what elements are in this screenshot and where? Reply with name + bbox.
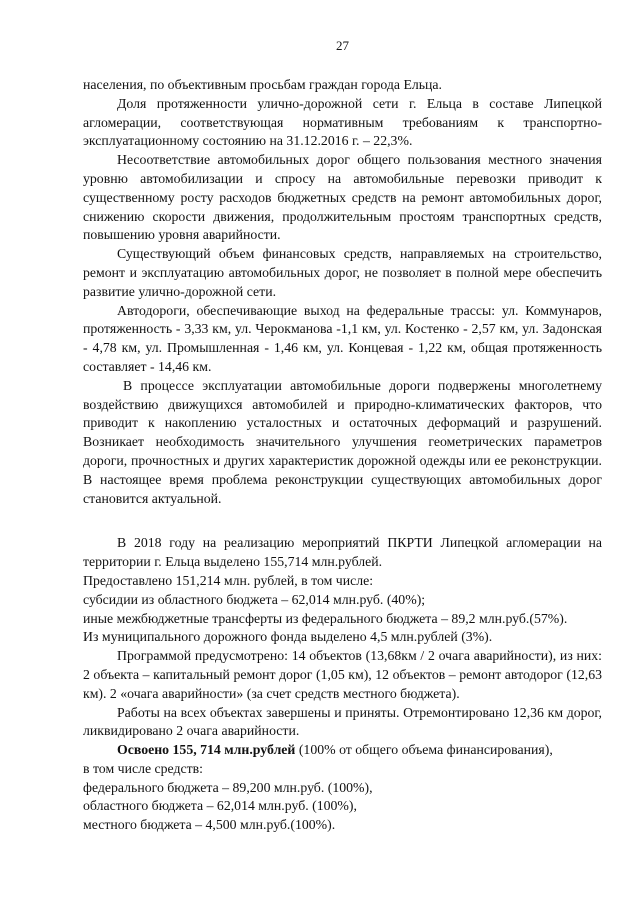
paragraph-financing: Существующий объем финансовых средств, направляемых на строительство, ремонт и эксплуатацию автомобильных дорог, не позволяет в полной мере обеспечить развитие улично-дорожной сети. xyxy=(83,246,602,299)
paragraph-road-share: Доля протяженности улично-дорожной сети г. Ельца в составе Липецкой агломерации, соответствующая нормативным требованиям к транспортно-эксплуатационному состоянию на 31.12.2016 г. – 22,3%. xyxy=(83,95,602,149)
paragraph-funds-spent xyxy=(83,741,602,760)
paragraph-gap xyxy=(83,508,602,534)
paragraph-federal-transfers: иные межбюджетные трансферты из федерального бюджета – 89,2 млн.руб.(57%). xyxy=(83,610,568,626)
paragraph-regional-subsidy: субсидии из областного бюджета – 62,014 млн.руб. (40%); xyxy=(83,591,426,607)
paragraph-road-mismatch: Несоответствие автомобильных дорог общего пользования местного значения уровню автомобилизации и спросу на автомобильные перевозки приводит к существенному росту расходов бюджетных средств на ремонт автомобильных дорог, снижению скорости движения, продолжительным простоям транспортных средств, повышению уровня аварийности. xyxy=(83,152,602,243)
paragraph-provided: Предоставлено 151,214 млн. рублей, в том числе: xyxy=(83,572,374,588)
page-number: 27 xyxy=(336,38,349,53)
paragraph-including: в том числе средств: xyxy=(83,760,204,776)
paragraph-2018-allocation: В 2018 году на реализацию мероприятий ПКРТИ Липецкой агломерации на территории г. Ельца выделено 155,714 млн.рублей. xyxy=(83,535,602,570)
document-body xyxy=(83,76,602,835)
paragraph-works-completed: Работы на всех объектах завершены и приняты. Отремонтировано 12,36 км дорог, ликвидировано 2 очага аварийности. xyxy=(83,704,602,739)
paragraph-regional-budget: областного бюджета – 62,014 млн.руб. (100%), xyxy=(83,798,357,814)
paragraph-federal-exits: Автодороги, обеспечивающие выход на федеральные трассы: ул. Коммунаров, протяженность - 3,33 км, ул. Черокманова -1,1 км, ул. Костенко - 2,57 км, ул. Задонская - 4,78 км, ул. Промышленная - 1,46 км, ул. Концевая - 1,22 км, общая протяженность составляет - 14,46 км. xyxy=(83,302,602,374)
paragraph-municipal-fund: Из муниципального дорожного фонда выделено 4,5 млн.рублей (3%). xyxy=(83,629,493,645)
paragraph-federal-budget: федерального бюджета – 89,200 млн.руб. (100%), xyxy=(83,779,373,795)
funds-spent-rest: (100% от общего объема финансирования), xyxy=(295,742,553,758)
paragraph-continuation: населения, по объективным просьбам граждан города Ельца. xyxy=(83,77,443,92)
paragraph-program-objects: Программой предусмотрено: 14 объектов (13,68км / 2 очага аварийности), из них: 2 объекта – капитальный ремонт дорог (1,05 км), 12 объектов – ремонт автодорог (12,63 км). 2 «очага аварийности» (за счет средств местного бюджета). xyxy=(83,648,602,701)
paragraph-local-budget: местного бюджета – 4,500 млн.руб.(100%). xyxy=(83,817,336,833)
paragraph-road-wear: В процессе эксплуатации автомобильные дороги подвержены многолетнему воздействию движущихся автомобилей и природно-климатических факторов, что приводит к накоплению усталостных и остаточных деформаций и разрушений. Возникает необходимость значительного улучшения геометрических параметров дороги, прочностных и других характеристик дорожной одежды или ее реконструкции. В настоящее время проблема реконструкции существующих автомобильных дорог становится актуальной. xyxy=(83,377,602,506)
funds-spent-bold: Освоено 155, 714 млн.рублей xyxy=(117,742,296,758)
